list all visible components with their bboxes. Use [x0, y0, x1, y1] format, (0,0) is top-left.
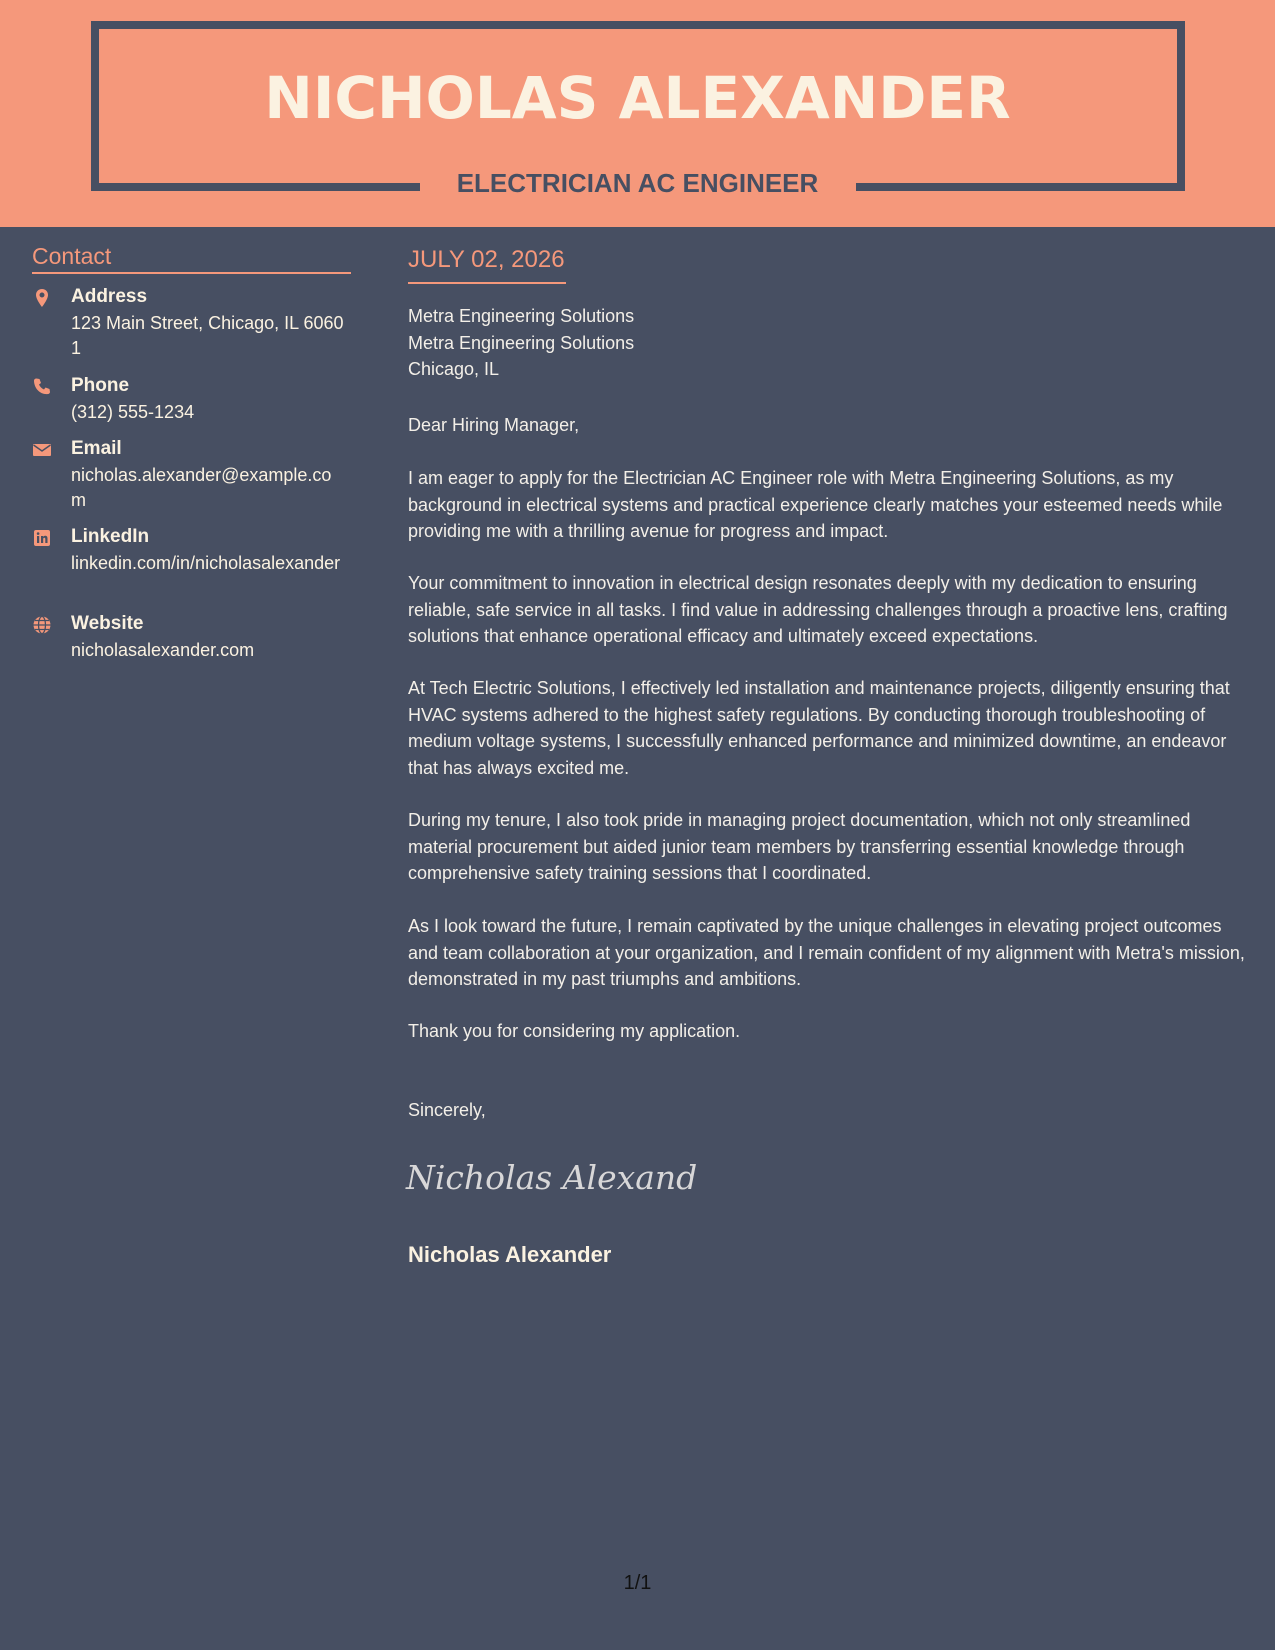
body-paragraph: Your commitment to innovation in electrical design resonates deeply with my dedication to ensuring reliable, safe service in all tasks. I find value in addressing challenges through a proactive lens, crafting solutions that enhance operational efficacy and ultimately exceed expectations.: [408, 573, 1228, 646]
contact-value[interactable]: linkedin.com/in/nicholasalexander: [71, 553, 341, 573]
thank-you-line: Thank you for considering my application.: [408, 1021, 741, 1041]
recipient-line: Chicago, IL: [408, 359, 500, 379]
envelope-icon: [32, 440, 52, 460]
contact-value[interactable]: nicholasalexander.com: [71, 640, 255, 660]
location-pin-icon: [32, 288, 52, 308]
header-banner: [0, 0, 1275, 227]
closing: Sincerely,: [408, 1100, 486, 1120]
contact-value: 123 Main Street, Chicago, IL 60601: [71, 313, 344, 358]
recipient-line: Metra Engineering Solutions: [408, 332, 635, 353]
recipient-line: Metra Engineering Solutions: [408, 306, 635, 326]
recipient-block: [408, 303, 1248, 383]
body-paragraph: At Tech Electric Solutions, I effectively led installation and maintenance projects, diligently ensuring that HVAC systems adhered to the highest safety regulations. By conducting thorough troubleshooting of medium voltage systems, I successfully enhanced performance and minimized downtime, an endeavor that has always excited me.: [408, 678, 1230, 778]
contact-value[interactable]: nicholas.alexander@example.com: [71, 465, 332, 510]
linkedin-icon: [32, 528, 52, 548]
job-title: ELECTRICIAN AC ENGINEER: [456, 168, 819, 198]
signer-name: Nicholas Alexander: [408, 1242, 612, 1267]
contact-label: LinkedIn: [71, 526, 150, 547]
body-paragraph: I am eager to apply for the Electrician AC Engineer role with Metra Engineering Solutions, as my background in electrical systems and practical experience clearly matches your esteemed needs while providing me with a thrilling avenue for progress and impact.: [408, 468, 1223, 541]
letter-date: JULY 02, 2026: [408, 246, 565, 273]
phone-icon: [32, 377, 52, 397]
contact-heading: Contact: [32, 243, 112, 269]
contact-label: Website: [71, 613, 144, 634]
contact-divider: [32, 272, 351, 274]
salutation: Dear Hiring Manager,: [408, 415, 580, 435]
contact-label: Email: [71, 438, 122, 459]
page-number: 1/1: [623, 1572, 652, 1594]
contact-label: Address: [71, 286, 148, 307]
contact-value: (312) 555-1234: [71, 402, 195, 422]
body-paragraph: During my tenure, I also took pride in managing project documentation, which not only streamlined material procurement but aided junior team members by transferring essential knowledge through comprehensive safety training sessions that I coordinated.: [408, 810, 1191, 883]
contact-label: Phone: [71, 375, 130, 396]
candidate-name: NICHOLAS ALEXANDER: [264, 64, 1011, 132]
body-paragraph: As I look toward the future, I remain captivated by the unique challenges in elevating project outcomes and team collaboration at your organization, and I remain confident of my alignment with Metra's mission, demonstrated in my past triumphs and ambitions.: [408, 916, 1245, 989]
date-divider: [408, 282, 566, 284]
handwritten-signature: Nicholas Alexand: [406, 1158, 698, 1197]
globe-icon: [32, 615, 52, 635]
